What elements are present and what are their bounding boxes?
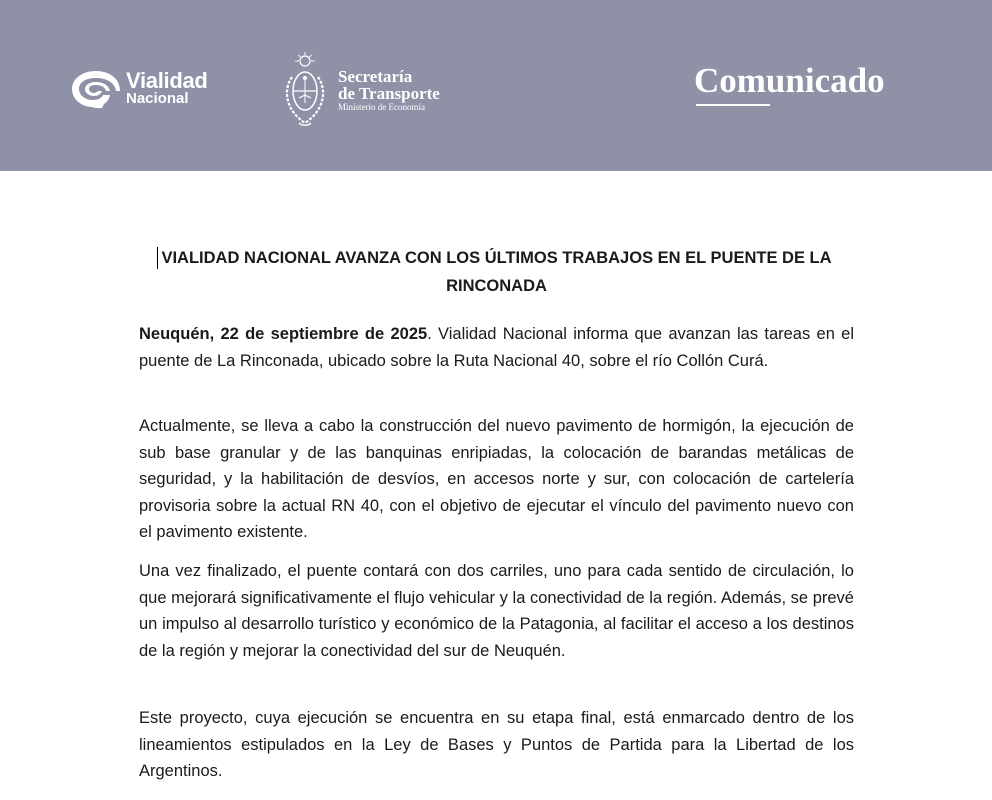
header-banner [0,0,992,171]
paragraph-1 [139,321,854,374]
secretaria-line1: Secretaría [338,67,413,86]
vialidad-logo-line2: Nacional [126,90,189,107]
comunicado-underline [696,104,770,106]
vialidad-nacional-logo [69,67,229,111]
escudo-nacional-icon [282,51,328,129]
document-title: VIALIDAD NACIONAL AVANZA CON LOS ÚLTIMOS TRABAJOS EN EL PUENTE DE LA RINCONADA [161,249,832,295]
secretaria-line3: Ministerio de Economía [338,102,425,112]
paragraph-2: Actualmente, se lleva a cabo la construcción del nuevo pavimento de hormigón, la ejecución de sub base granular y de las banquinas enripiadas, la colocación de barandas metálicas de seguridad, y la habilitación de desvíos, en accesos norte y sur, con colocación de cartelería provisoria sobre la actual RN 40, con el objetivo de ejecutar el vínculo del pavimento nuevo con el pavimento existente. [139,417,854,541]
secretaria-transporte-logo [338,68,478,113]
paragraph-4: Este proyecto, cuya ejecución se encuentra en su etapa final, está enmarcado dentro de los lineamientos estipulados en la Ley de Bases y Puntos de Partida para la Libertad de los Argentinos. [139,709,854,780]
paragraph-3: Una vez finalizado, el puente contará con dos carriles, uno para cada sentido de circulación, lo que mejorará significativamente el flujo vehicular y la conectividad de la región. Además, se prevé un impulso al desarrollo turístico y económico de la Patagonia, al facilitar el acceso a los destinos de la región y mejorar la conectividad del sur de Neuquén. [139,562,854,660]
vialidad-logo-line1: Vialidad [126,68,208,93]
comunicado-heading: Comunicado [694,61,885,100]
dateline: Neuquén, 22 de septiembre de 2025 [139,325,428,343]
vialidad-swirl-icon [69,67,123,111]
paragraph-1-text: . Vialidad Nacional informa que avanzan las tareas en el puente de La Rinconada, ubicado sobre la Ruta Nacional 40, sobre el río Collón Curá. [139,325,854,370]
secretaria-line2: de Transporte [338,84,440,103]
